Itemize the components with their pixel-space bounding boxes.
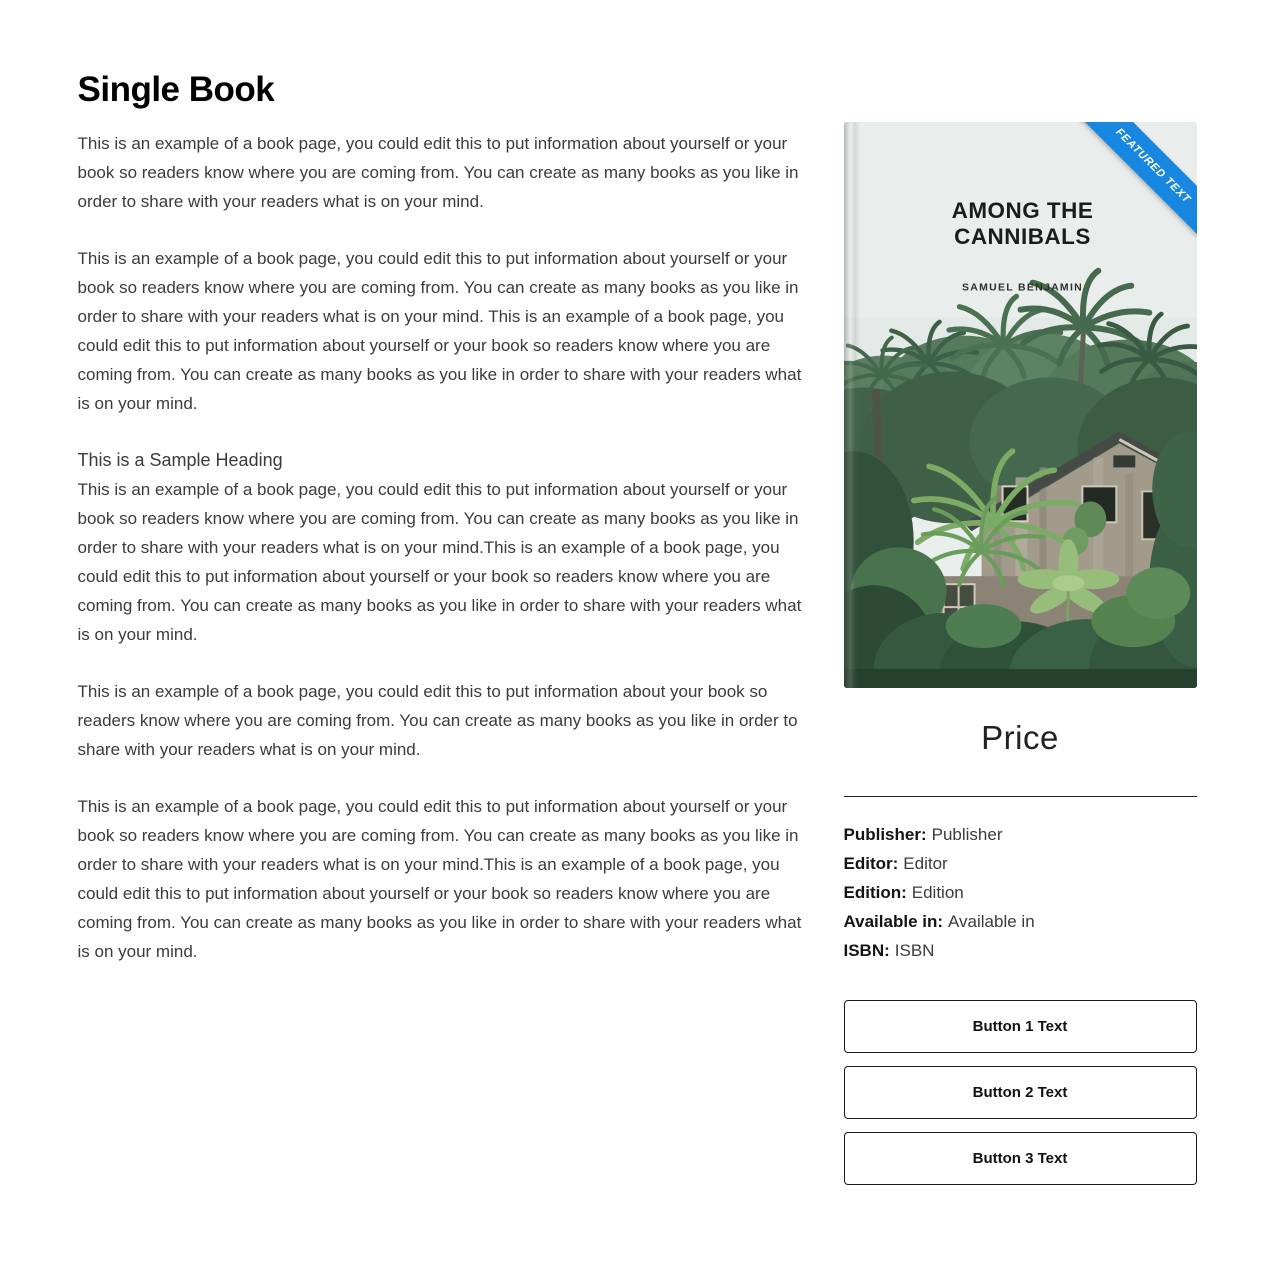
body-paragraph: This is an example of a book page, you could edit this to put information about yourself or your book so readers know where you are coming from. You can create as many books as you like in order to share with your readers what is on your mind.	[77, 134, 799, 212]
meta-value: Available in	[948, 912, 1035, 931]
featured-ribbon-label: FEATURED TEXT	[1112, 126, 1193, 206]
meta-row-edition	[844, 878, 1197, 907]
meta-label: Publisher:	[843, 825, 927, 844]
sample-heading: This is a Sample Heading	[77, 450, 283, 471]
body-paragraph: This is an example of a book page, you could edit this to put information about yourself or your book so readers know where you are coming from. You can create as many books as you like in order to share with your readers what is on your mind.This is an example of a book page, you could edit this to put information about yourself or your book so readers know where you are coming from. You can create as many books as you like in order to share with your readers what is on your mind.	[77, 797, 802, 962]
book-cover-image	[844, 122, 1197, 688]
button-stack	[844, 1000, 1197, 1185]
meta-row-editor	[844, 849, 1197, 878]
meta-label: Editor:	[843, 854, 899, 873]
meta-value: ISBN	[894, 941, 935, 960]
book-title-line-1: AMONG THE	[951, 197, 1093, 223]
book-meta-list	[844, 820, 1197, 965]
book-author: SAMUEL BENJAMIN	[961, 282, 1083, 294]
divider	[844, 796, 1197, 797]
meta-value: Publisher	[931, 825, 1003, 844]
meta-label: Available in:	[843, 912, 944, 931]
book-description	[78, 70, 818, 994]
book-sidebar	[844, 122, 1197, 1185]
meta-label: ISBN:	[843, 941, 890, 960]
body-paragraph: This is an example of a book page, you could edit this to put information about yourself or your book so readers know where you are coming from. You can create as many books as you like in order to share with your readers what is on your mind.This is an example of a book page, you could edit this to put information about yourself or your book so readers know where you are coming from. You can create as many books as you like in order to share with your readers what is on your mind.	[77, 480, 802, 645]
meta-row-available-in	[844, 907, 1197, 936]
meta-value: Edition	[911, 883, 964, 902]
body-paragraph: This is an example of a book page, you could edit this to put information about yourself or your book so readers know where you are coming from. You can create as many books as you like in order to share with your readers what is on your mind. This is an example of a book page, you could edit this to put information about yourself or your book so readers know where you are coming from. You can create as many books as you like in order to share with your readers what is on your mind.	[77, 249, 802, 414]
book-title-line-2: CANNIBALS	[953, 223, 1091, 249]
body-paragraph: This is an example of a book page, you could edit this to put information about your book so readers know where you are coming from. You can create as many books as you like in order to share with your readers what is on your mind.	[77, 682, 798, 760]
page-container	[78, 0, 1197, 1245]
meta-value: Editor	[903, 854, 948, 873]
meta-row-publisher	[844, 820, 1197, 849]
page-title: Single Book	[77, 70, 275, 109]
button-3[interactable]: Button 3 Text	[844, 1132, 1197, 1185]
price-heading: Price	[981, 719, 1059, 756]
button-2[interactable]: Button 2 Text	[844, 1066, 1197, 1119]
meta-row-isbn	[844, 936, 1197, 965]
book-cover	[844, 122, 1197, 688]
button-1[interactable]: Button 1 Text	[844, 1000, 1197, 1053]
meta-label: Edition:	[843, 883, 907, 902]
